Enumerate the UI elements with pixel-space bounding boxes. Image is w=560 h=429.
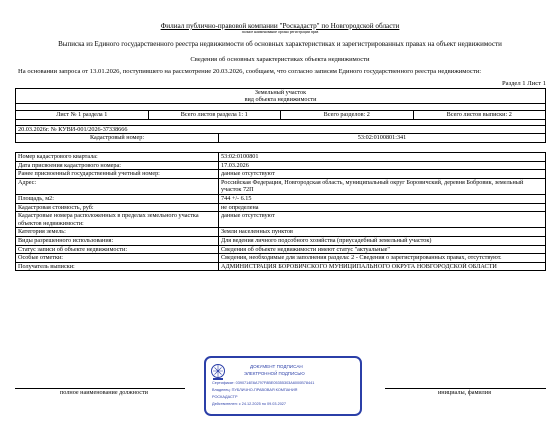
characteristics-table xyxy=(15,152,546,271)
object-type xyxy=(16,89,546,104)
row-value: не определена xyxy=(219,203,546,212)
razdel-label: Раздел 1 Лист 1 xyxy=(502,80,546,87)
row-value: 744 +/- 6.15 xyxy=(219,194,546,203)
stamp-owner-2: РОСКАДАСТР xyxy=(212,395,238,399)
cadastral-number-value: 53:02:0100801:341 xyxy=(357,134,407,142)
table-row xyxy=(16,245,546,254)
document-title: Выписка из Единого государственного реестра недвижимости об основных характеристиках и зарегистрированных правах на объект недвижимости xyxy=(58,40,502,48)
position-caption: полное наименование должности xyxy=(60,389,148,396)
row-label: Адрес: xyxy=(16,178,219,194)
cadastral-number-label: Кадастровый номер: xyxy=(16,134,219,142)
row-label: Дата присвоения кадастрового номера: xyxy=(16,161,219,170)
object-header-table xyxy=(15,88,546,143)
electronic-signature-stamp xyxy=(204,356,362,416)
row-label: Площадь, м2: xyxy=(16,194,219,203)
row-value: данные отсутствуют xyxy=(219,212,546,228)
row-value: Российская Федерация, Новгородская область, муниципальный округ Боровичский, деревня Бобровик, земельный участок 72П xyxy=(219,178,546,194)
table-row xyxy=(16,262,546,271)
row-value: Земли населенных пунктов xyxy=(219,228,546,237)
emblem-icon xyxy=(210,363,226,381)
stamp-line-2: ЭЛЕКТРОННОЙ ПОДПИСЬЮ xyxy=(244,371,305,376)
object-type-text: Земельный участок xyxy=(254,89,307,96)
row-label: Виды разрешенного использования: xyxy=(16,236,219,245)
table-row xyxy=(16,153,546,162)
row-label: Кадастровые номера расположенных в пределах земельного участка объектов недвижимости: xyxy=(16,212,219,228)
request-basis: На основании запроса от 13.01.2026, поступившего на рассмотрение 20.03.2026, сообщаем, что согласно записям Единого государственного реестра недвижимости: xyxy=(18,68,482,75)
row-label: Статус записи об объекте недвижимости: xyxy=(16,245,219,254)
table-row xyxy=(16,203,546,212)
table-row xyxy=(16,194,546,203)
row-label: Получатель выписки: xyxy=(16,262,219,271)
spacer-row xyxy=(16,104,546,111)
table-row xyxy=(16,254,546,263)
row-label: Категория земель: xyxy=(16,228,219,237)
org-name: Филиал публично-правовой компании "Роскадастр" по Новгородской области xyxy=(160,22,400,30)
table-row xyxy=(16,178,546,194)
sheet-number: Лист № 1 раздела 1 xyxy=(16,111,149,120)
row-label: Особые отметки: xyxy=(16,254,219,263)
row-value: 53:02:0100801 xyxy=(219,153,546,162)
object-type-caption: вид объекта недвижимости xyxy=(244,96,317,103)
row-label: Кадастровая стоимость, руб: xyxy=(16,203,219,212)
row-value: Сведения об объекте недвижимости имеют статус "актуальные" xyxy=(219,245,546,254)
section-title: Сведения об основных характеристиках объекта недвижимости xyxy=(190,56,370,63)
row-value: Для ведения личного подсобного хозяйства (приусадебный земельный участок) xyxy=(219,236,546,245)
document-number: 20.03.2026г. № КУВИ-001/2026-37338666 xyxy=(16,125,546,134)
stamp-validity: Действителен: с 24.12.2025 по 09.03.2027 xyxy=(212,402,287,406)
stamp-line-1: ДОКУМЕНТ ПОДПИСАН xyxy=(250,364,303,369)
stamp-owner: Владелец: ПУБЛИЧНО-ПРАВОВАЯ КОМПАНИЯ xyxy=(212,388,298,392)
row-label: Ранее присвоенный государственный учетный номер: xyxy=(16,170,219,179)
sections-total: Всего разделов: 2 xyxy=(281,111,414,120)
cadastral-number-row xyxy=(16,134,546,143)
org-caption: полное наименование органа регистрации прав xyxy=(241,30,319,34)
table-row xyxy=(16,170,546,179)
row-value: АДМИНИСТРАЦИЯ БОРОВИЧСКОГО МУНИЦИПАЛЬНОГО ОКРУГА НОВГОРОДСКОЙ ОБЛАСТИ xyxy=(219,262,546,271)
row-value: данные отсутствуют xyxy=(219,170,546,179)
table-row xyxy=(16,212,546,228)
sheets-in-section: Всего листов раздела 1: 1 xyxy=(148,111,281,120)
table-row xyxy=(16,161,546,170)
row-label: Номер кадастрового квартала: xyxy=(16,153,219,162)
table-row xyxy=(16,228,546,237)
row-value: 17.03.2026 xyxy=(219,161,546,170)
table-row xyxy=(16,236,546,245)
name-caption: инициалы, фамилия xyxy=(438,389,491,396)
row-value: Сведения, необходимые для заполнения раздела: 2 - Сведения о зарегистрированных правах, отсутствуют. xyxy=(219,254,546,263)
sheets-total: Всего листов выписки: 2 xyxy=(413,111,546,120)
stamp-certificate: Сертификат: 0390714E6A797F8BE05355303A6000B78441 xyxy=(212,381,315,385)
